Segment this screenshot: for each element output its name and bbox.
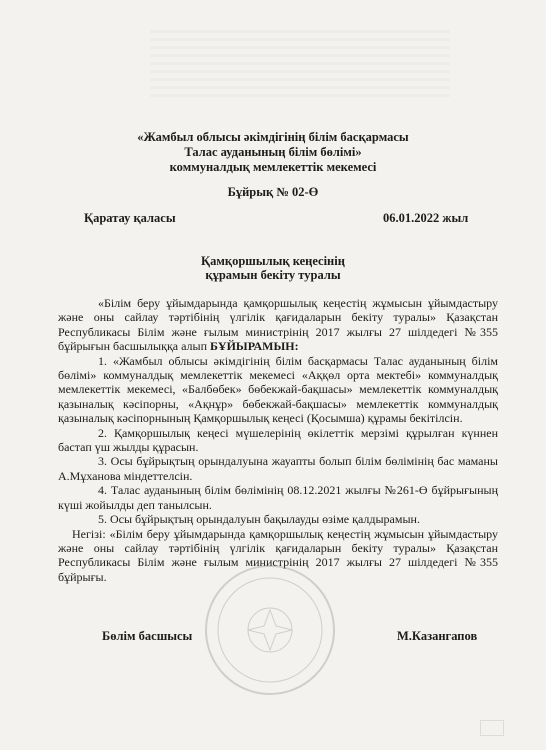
- header-line-1: «Жамбыл облысы әкімдігінің білім басқармасы: [137, 130, 409, 144]
- order-item: 5. Осы бұйрықтың орындалуын бақылауды өзіме қалдырамын.: [98, 512, 420, 527]
- order-item: 1. «Жамбыл облысы әкімдігінің білім басқармасы Талас ауданының білім бөлімі» коммуналдық мемлекеттік мекемесі «Аққөл орта мектебі» коммуналдық мемлекеттік мекемесі, «Балбөбек» бөбекжай-бақшасы» мемлекеттік коммуналдық қазыналық кәсіпорны, «Ақнұр» бөбекжай-бақшасы» мемлекеттік коммуналдық қазыналық кәсіпорнының Қамқоршылық кеңесі (Қосымша) құрамы бекітілсін.: [58, 353, 498, 426]
- seal-stamp: [200, 560, 340, 700]
- signatory-name: М.Казангапов: [397, 629, 478, 643]
- signatory-position: Бөлім басшысы: [102, 629, 193, 643]
- header-line-3: коммуналдық мемлекеттік мекемесі: [169, 160, 377, 174]
- bleed-through-text: [150, 30, 450, 100]
- city: Қаратау қаласы: [84, 211, 176, 225]
- order-body: [58, 296, 498, 584]
- order-item: 3. Осы бұйрықтың орындалуына жауапты болып білім бөлімінің бас маманы А.Мұханова міндеттелсін.: [58, 454, 498, 483]
- order-number: Бұйрық № 02-Ө: [227, 185, 319, 199]
- order-word: БҰЙЫРАМЫН:: [210, 339, 299, 354]
- header-line-2: Талас ауданының білім бөлімі»: [184, 145, 362, 159]
- preamble-text: «Білім беру ұйымдарында қамқоршылық кеңестің жұмысын ұйымдастыру және оны сайлау тәртібінің үлгілік қағидаларын бекіту туралы» Қазақстан Республикасы Білім және ғылым министрінің 2017 жылғы 27 шілдедегі №355 бұйрығын басшылыққа алып: [58, 296, 498, 354]
- order-date: 06.01.2022 жыл: [383, 211, 469, 225]
- title-line-2: құрамын бекіту туралы: [205, 268, 341, 282]
- order-item: 2. Қамқоршылық кеңесі мүшелерінің өкілеттік мерзімі құрылған күннен бастап үш жылды құрасын.: [58, 425, 498, 455]
- basis-paragraph: Негізі: «Білім беру ұйымдарында қамқоршылық кеңестің жұмысын ұйымдастыру және оны сайлау тәртібінің үлгілік қағидаларын бекіту туралы» Қазақстан Республикасы Білім және ғылым министрінің 2017 жылғы 27 шілдедегі №355 бұйрығы.: [58, 526, 498, 584]
- preamble-paragraph: [58, 296, 498, 354]
- title-line-1: Қамқоршылық кеңесінің: [201, 254, 345, 268]
- corner-mark: [480, 720, 504, 736]
- order-item: 4. Талас ауданының білім бөлімінің 08.12.2021 жылғы №261-Ө бұйрығының күші жойылды деп танылсын.: [58, 483, 498, 512]
